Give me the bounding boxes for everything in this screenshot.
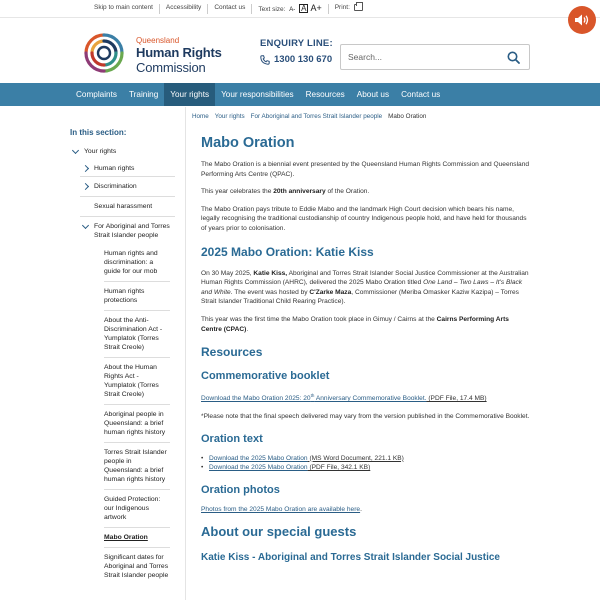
nav-about-us[interactable]: About us <box>356 90 390 99</box>
sidebar-item-tsi-history[interactable]: Torres Strait Islander people in Queensland: a brief human rights history <box>104 443 170 490</box>
anniversary-paragraph: This year celebrates the 20th anniversary of the Oration. <box>201 188 370 196</box>
print-control[interactable] <box>329 4 369 14</box>
sidebar-item-label: For Aboriginal and Torres Strait Islander people <box>94 223 170 239</box>
breadcrumb-current: Mabo Oration <box>388 113 427 120</box>
text-size-decrease-button[interactable]: A- <box>289 7 296 13</box>
enquiry-label: ENQUIRY LINE: <box>260 38 333 49</box>
nav-training[interactable]: Training <box>128 90 159 99</box>
breadcrumb-atsi[interactable]: For Aboriginal and Torres Strait Islander people <box>250 113 383 120</box>
phone-icon <box>260 55 270 65</box>
speech-note: *Please note that the final speech delivered may vary from the version published in the Commemorative Booklet. <box>201 412 530 420</box>
booklet-file-meta: (PDF File, 17.4 MB) <box>426 395 487 403</box>
nav-resources[interactable]: Resources <box>305 90 345 99</box>
heading-katie-kiss: Katie Kiss - Aboriginal and Torres Strait Islander Social Justice <box>201 551 500 563</box>
photos-paragraph: Photos from the 2025 Mabo Oration are available here. <box>201 506 362 514</box>
logo-title-line1: Human Rights <box>136 45 222 60</box>
sidebar-item-ad-act-yumplatok[interactable]: About the Anti-Discrimination Act - Yumplatok (Torres Strait Creole) <box>104 311 170 358</box>
logo-state-text: Queensland <box>136 36 180 45</box>
heading-resources: Resources <box>201 345 263 360</box>
nav-contact-us[interactable]: Contact us <box>401 90 441 99</box>
breadcrumb <box>192 113 531 120</box>
heading-special-guests: About our special guests <box>201 523 357 539</box>
intro-paragraph: The Mabo Oration is a biennial event presented by the Queensland Human Rights Commission and Queensland Performing Arts Centre (QPAC). <box>201 161 530 178</box>
photos-link[interactable]: Photos from the 2025 Mabo Oration are available here <box>201 506 361 514</box>
oration-word-download-link[interactable]: Download the 2025 Mabo Oration <box>209 454 308 462</box>
sidebar-item-atsi[interactable] <box>80 217 175 244</box>
sidebar-item-guide-for-our-mob[interactable]: Human rights and discrimination: a guide for our mob <box>104 244 170 282</box>
main-navigation <box>0 83 600 106</box>
sidebar-item-label: Your rights <box>84 148 117 155</box>
heading-2025-oration: 2025 Mabo Oration: Katie Kiss <box>201 244 374 259</box>
utility-bar <box>0 0 600 18</box>
sidebar-item-human-rights[interactable] <box>80 161 175 177</box>
enquiry-phone-link[interactable] <box>260 54 333 65</box>
nav-your-rights[interactable]: Your rights <box>164 83 215 106</box>
sidebar-item-significant-dates[interactable]: Significant dates for Aboriginal and Torres Strait Islander people <box>104 554 169 579</box>
sidebar-item-label: Human rights <box>94 165 135 172</box>
heading-commemorative-booklet: Commemorative booklet <box>201 370 330 383</box>
sidebar-item-sexual-harassment[interactable] <box>80 197 175 217</box>
oration-text-list <box>201 454 531 474</box>
heading-oration-text: Oration text <box>201 432 263 445</box>
utility-contact-link[interactable]: Contact us <box>208 4 252 14</box>
sidebar-item-discrimination[interactable] <box>80 177 175 197</box>
tribute-paragraph: The Mabo Oration pays tribute to Eddie Mabo and the landmark High Court decision which bears his name, legally recognising the traditional custodianship of country Indigenous people hold, and have held for thousands of years prior to colonisation. <box>201 205 527 232</box>
chevron-down-icon[interactable] <box>82 222 89 229</box>
list-item: • Download the 2025 Mabo Oration (MS Word Document, 221.1 KB) <box>201 454 531 464</box>
accessibility-link[interactable]: Accessibility <box>160 4 208 14</box>
search-icon[interactable] <box>507 51 520 64</box>
sidebar-item-mabo-oration[interactable]: Mabo Oration <box>104 528 170 548</box>
venue-paragraph: This year was the first time the Mabo Oration took place in Gimuy / Cairns at the Cairns Performing Arts Centre (CPAC). <box>201 315 509 333</box>
enquiry-phone: 1300 130 670 <box>274 54 333 65</box>
chevron-right-icon[interactable] <box>82 165 89 172</box>
sidebar-item-hr-act-yumplatok[interactable]: About the Human Rights Act - Yumplatok (Torres Strait Creole) <box>104 358 170 405</box>
enquiry-line <box>260 38 333 65</box>
sidebar-item-guided-protection[interactable]: Guided Protection: our Indigenous artwork <box>104 490 170 528</box>
printer-icon[interactable] <box>354 4 363 11</box>
text-size-control <box>252 4 328 14</box>
chevron-down-icon[interactable] <box>72 147 79 154</box>
booklet-download-link[interactable]: Download the Mabo Oration 2025: 20th Anniversary Commemorative Booklet. <box>201 393 427 403</box>
text-size-reset-button[interactable]: A <box>301 4 307 13</box>
skip-link[interactable]: Skip to main content <box>88 4 160 14</box>
sidebar-item-label: Discrimination <box>94 183 137 190</box>
oration-details-paragraph: On 30 May 2025, Katie Kiss, Aboriginal and Torres Strait Islander Social Justice Commissioner at the Australian Human Rights Commission (AHRC), delivered the 2025 Mabo Oration titled One Land – Two Laws – It's Black and White. The event was hosted by C'Zarke Maza, Commissioner (Meriba Omasker Kaziw Kazipa) – Torres Strait Islander Traditional Child Rearing Practice). <box>201 269 529 306</box>
main-content <box>192 113 531 572</box>
chevron-right-icon[interactable] <box>82 183 89 190</box>
heading-oration-photos: Oration photos <box>201 484 280 497</box>
oration-pdf-download-link[interactable]: Download the 2025 Mabo Oration <box>209 464 308 472</box>
nav-complaints[interactable]: Complaints <box>76 90 117 99</box>
breadcrumb-your-rights[interactable]: Your rights <box>214 113 245 120</box>
search-box <box>340 44 530 70</box>
text-size-increase-button[interactable]: A+ <box>310 3 322 13</box>
sidebar-item-aboriginal-history[interactable]: Aboriginal people in Queensland: a brief human rights history <box>104 405 170 443</box>
page-title: Mabo Oration <box>201 135 295 151</box>
logo-emblem-icon <box>78 27 130 77</box>
sidebar-item-human-rights-protections[interactable]: Human rights protections <box>104 282 170 311</box>
text-size-label: Text size: <box>258 6 286 13</box>
nav-your-responsibilities[interactable]: Your responsibilities <box>221 90 294 99</box>
search-input[interactable] <box>341 45 501 69</box>
sidebar-divider <box>185 107 186 600</box>
site-logo[interactable] <box>78 27 228 77</box>
logo-title-line2: Commission <box>136 60 206 75</box>
sidebar-title: In this section: <box>70 128 127 137</box>
list-item: • Download the 2025 Mabo Oration (PDF File, 342.1 KB) <box>201 463 531 473</box>
section-sidebar <box>70 128 185 585</box>
sidebar-item-your-rights[interactable] <box>70 147 185 161</box>
print-label: Print: <box>334 4 350 12</box>
sidebar-item-label: Sexual harassment <box>94 203 153 210</box>
site-header <box>0 19 600 83</box>
booklet-download-paragraph <box>201 391 531 404</box>
breadcrumb-home[interactable]: Home <box>192 113 209 120</box>
